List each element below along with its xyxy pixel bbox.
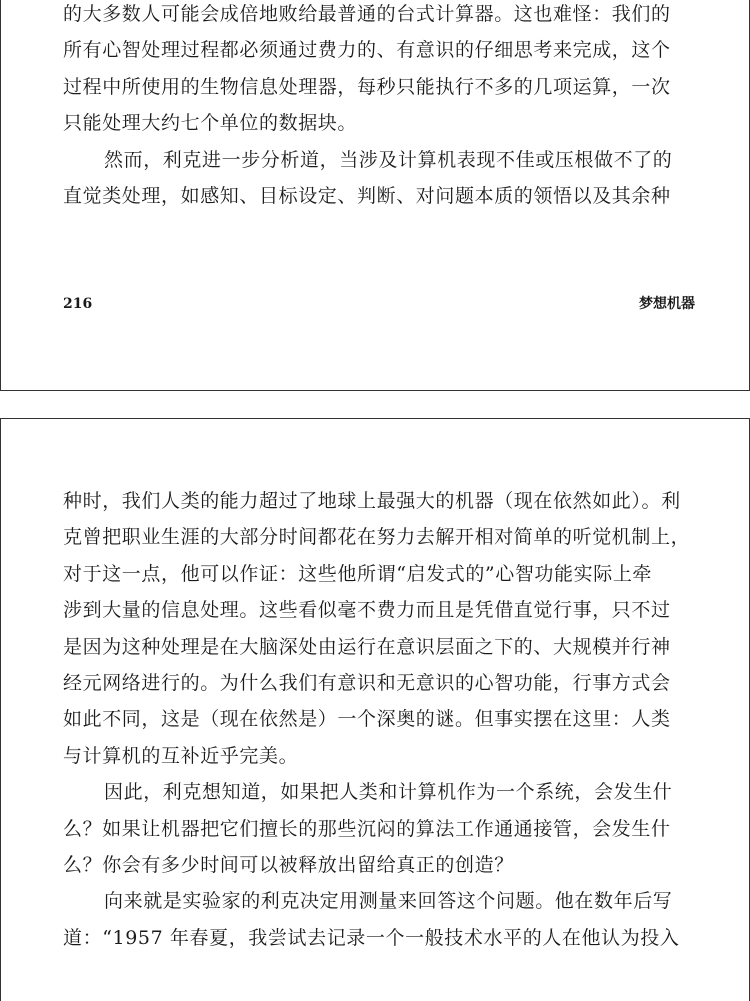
text-line: 因此，利克想知道，如果把人类和计算机作为一个系统，会发生什: [104, 781, 673, 804]
text-line: 的大多数人可能会成倍地败给最普通的台式计算器。这也难怪：我们的: [63, 3, 671, 25]
text-line: 对于这一点，他可以作证：这些他所谓“启发式的”心智功能实际上牵: [63, 562, 653, 585]
page-gap: [0, 391, 750, 417]
bottom-page-body: [63, 483, 693, 956]
top-page-body: [63, 0, 693, 214]
text-line: 么？如果让机器把它们擅长的那些沉闷的算法工作通通接管，会发生什: [63, 817, 671, 840]
text-line: 经元网络进行的。为什么我们有意识和无意识的心智功能，行事方式会: [63, 671, 671, 694]
text-line: 涉到大量的信息处理。这些看似毫不费力而且是凭借直觉行事，只不过: [63, 599, 671, 622]
text-line: 过程中所使用的生物信息处理器，每秒只能执行不多的几项运算，一次: [63, 75, 671, 98]
text-line: 向来就是实验家的利克决定用测量来回答这个问题。他在数年后写: [104, 890, 673, 913]
text-line: 直觉类处理，如感知、目标设定、判断、对问题本质的领悟以及其余种: [63, 184, 671, 207]
text-line: 与计算机的互补近乎完美。: [63, 744, 299, 767]
text-line: 道：“1957 年春夏，我尝试去记录一个一般技术水平的人在他认为投入: [63, 926, 680, 949]
text-line: 种时，我们人类的能力超过了地球上最强大的机器（现在依然如此）。利: [63, 490, 681, 512]
running-title: 梦想机器: [639, 296, 695, 312]
top-page: [0, 0, 750, 391]
text-line: 只能处理大约七个单位的数据块。: [63, 112, 358, 135]
text-line: 是因为这种处理是在大脑深处由运行在意识层面之下的、大规模并行神: [63, 635, 671, 658]
text-line: 么？你会有多少时间可以被释放出留给真正的创造？: [63, 853, 514, 876]
text-line: 所有心智处理过程都必须通过费力的、有意识的仔细思考来完成，这个: [63, 39, 671, 62]
text-line: 然而，利克进一步分析道，当涉及计算机表现不佳或压根做不了的: [104, 148, 673, 171]
text-line: 克曾把职业生涯的大部分时间都花在努力去解开相对简单的听觉机制上，: [63, 526, 691, 549]
page-footer: [63, 292, 695, 316]
text-line: 如此不同，这是（现在依然是）一个深奥的谜。但事实摆在这里：人类: [63, 708, 671, 731]
bottom-page: [0, 418, 750, 1001]
page-number: 216: [63, 296, 93, 312]
